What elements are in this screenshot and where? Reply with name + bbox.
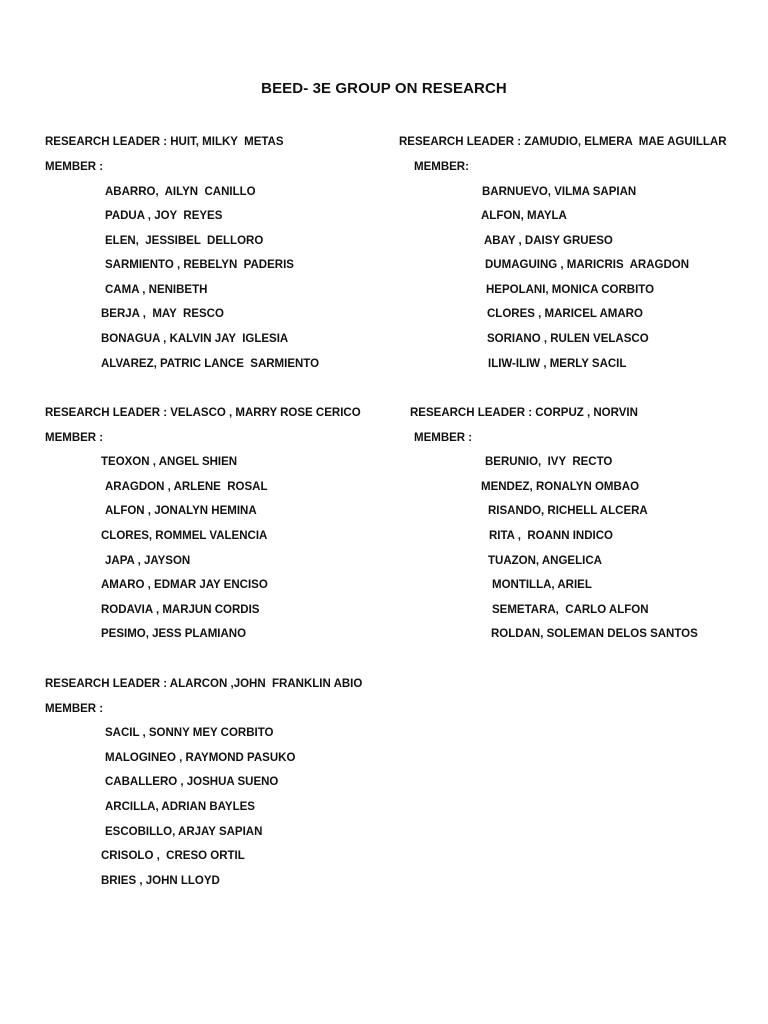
member-name: CLORES , MARICEL AMARO <box>487 308 643 320</box>
member-label: MEMBER : <box>45 161 104 173</box>
member-name: ROLDAN, SOLEMAN DELOS SANTOS <box>491 628 698 640</box>
member-name: MONTILLA, ARIEL <box>492 579 592 591</box>
member-name: CRISOLO , CRESO ORTIL <box>101 850 245 862</box>
member-name: CLORES, ROMMEL VALENCIA <box>101 530 268 542</box>
member-name: AMARO , EDMAR JAY ENCISO <box>101 579 268 591</box>
member-name: DUMAGUING , MARICRIS ARAGDON <box>485 259 690 271</box>
member-name: CAMA , NENIBETH <box>105 284 208 296</box>
member-name: ALFON , JONALYN HEMINA <box>105 505 257 517</box>
member-name: BONAGUA , KALVIN JAY IGLESIA <box>101 333 289 345</box>
research-leader: RESEARCH LEADER : HUIT, MILKY METAS <box>45 136 284 148</box>
member-name: MENDEZ, RONALYN OMBAO <box>481 481 640 493</box>
member-label: MEMBER : <box>45 703 104 715</box>
member-name: RODAVIA , MARJUN CORDIS <box>101 604 260 616</box>
member-name: BRIES , JOHN LLOYD <box>101 875 220 887</box>
member-name: SACIL , SONNY MEY CORBITO <box>105 727 274 739</box>
member-name: TUAZON, ANGELICA <box>488 555 602 567</box>
member-name: ABAY , DAISY GRUESO <box>484 235 613 247</box>
member-name: TEOXON , ANGEL SHIEN <box>101 456 238 468</box>
member-name: JAPA , JAYSON <box>105 555 191 567</box>
research-leader: RESEARCH LEADER : VELASCO , MARRY ROSE CERICO <box>45 407 361 419</box>
research-leader: RESEARCH LEADER : ALARCON ,JOHN FRANKLIN ABIO <box>45 678 363 690</box>
member-name: ILIW-ILIW , MERLY SACIL <box>488 358 627 370</box>
member-label: MEMBER : <box>45 432 104 444</box>
member-name: RISANDO, RICHELL ALCERA <box>488 505 648 517</box>
member-name: ALVAREZ, PATRIC LANCE SARMIENTO <box>101 358 320 370</box>
member-name: ALFON, MAYLA <box>481 210 567 222</box>
member-name: ABARRO, AILYN CANILLO <box>105 186 256 198</box>
member-name: ARAGDON , ARLENE ROSAL <box>105 481 268 493</box>
member-name: SARMIENTO , REBELYN PADERIS <box>105 259 294 271</box>
member-name: BARNUEVO, VILMA SAPIAN <box>482 186 637 198</box>
member-name: BERJA , MAY RESCO <box>101 308 224 320</box>
member-label: MEMBER: <box>414 161 469 173</box>
research-leader: RESEARCH LEADER : ZAMUDIO, ELMERA MAE AGUILLAR <box>399 136 727 148</box>
member-name: ESCOBILLO, ARJAY SAPIAN <box>105 826 263 838</box>
member-name: SORIANO , RULEN VELASCO <box>487 333 649 345</box>
member-name: PADUA , JOY REYES <box>105 210 223 222</box>
research-leader: RESEARCH LEADER : CORPUZ , NORVIN <box>410 407 638 419</box>
member-name: CABALLERO , JOSHUA SUENO <box>105 776 279 788</box>
member-name: ELEN, JESSIBEL DELLORO <box>105 235 264 247</box>
member-name: BERUNIO, IVY RECTO <box>485 456 613 468</box>
page-title: BEED- 3E GROUP ON RESEARCH <box>261 80 507 97</box>
member-name: HEPOLANI, MONICA CORBITO <box>486 284 655 296</box>
member-name: MALOGINEO , RAYMOND PASUKO <box>105 752 296 764</box>
member-name: RITA , ROANN INDICO <box>489 530 613 542</box>
member-label: MEMBER : <box>414 432 473 444</box>
member-name: PESIMO, JESS PLAMIANO <box>101 628 247 640</box>
member-name: ARCILLA, ADRIAN BAYLES <box>105 801 255 813</box>
member-name: SEMETARA, CARLO ALFON <box>492 604 649 616</box>
